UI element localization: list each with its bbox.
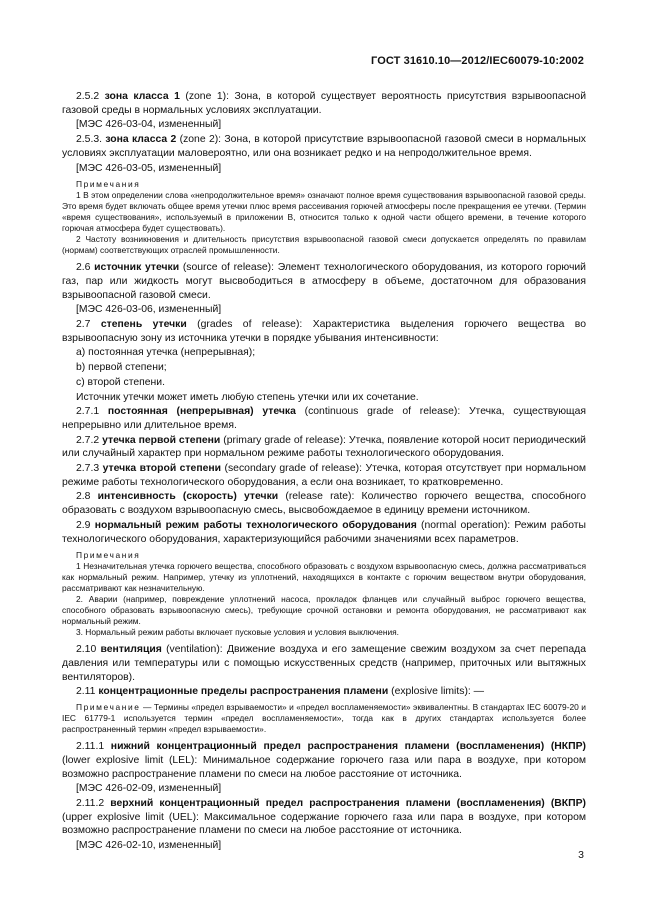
reference: [МЭС 426-03-04, измененный] <box>76 119 222 131</box>
clause-2-11-note: Примечание — Термины «предел взрываемости» и «предел воспламеняемости» эквивалентны. В стандартах IEC 60079-20 и IEC 61779-1 используется термин «предел воспламеняемости», тогда как в других стандартах используется более распространенный термин «предел взрываемости». <box>62 702 586 735</box>
term: нижний концентрационный предел распространения пламени (воспламенения) (НКПР) <box>110 741 586 753</box>
term: интенсивность (скорость) утечки <box>97 491 279 503</box>
note-label: Примечание <box>76 702 141 713</box>
clause-2-11: 2.11 концентрационные пределы распространения пламени (explosive limits): — <box>76 686 485 698</box>
clause-2-5-3: 2.5.3. зона класса 2 (zone 2): Зона, в которой присутствие взрывоопасной газовой смеси в нормальных условиях эксплуатации маловероятно, или она возникает редко и на непродолжительное время. <box>62 134 587 159</box>
term: верхний концентрационный предел распространения пламени (воспламенения) (ВКПР) <box>110 797 586 809</box>
term: зона класса 1 <box>104 91 180 102</box>
term: нормальный режим работы технологического оборудования <box>94 519 417 531</box>
term: утечка второй степени <box>102 463 222 475</box>
reference: [МЭС 426-02-09, измененный] <box>76 783 222 795</box>
standard-header: ГОСТ 31610.10—2012/IEC60079-10:2002 <box>371 55 584 67</box>
clause-2-11-1: 2.11.1 нижний концентрационный предел распространения пламени (воспламенения) (НКПР) (lower explosive limit (LEL): Минимальное содержание горючего газа или пара в воздухе, при котором возможно распространение пламени по смеси на любое расстояние от источника. <box>62 741 586 780</box>
clause-2-6: 2.6 источник утечки (source of release): Элемент технологического оборудования, из которого горючий газ, пар или жидкость могут высвободиться в атмосферу в объеме, достаточном для образования взрывоопасной газовой смеси. <box>62 262 586 301</box>
reference: [МЭС 426-02-10, измененный] <box>76 840 222 852</box>
clause-2-7-1: 2.7.1 постоянная (непрерывная) утечка (continuous grade of release): Утечка, существующая непрерывно или длительное время. <box>62 406 587 431</box>
note-item: 2. Аварии (например, повреждение уплотнений насоса, прокладок фланцев или случайный выброс горючего вещества, способного образовать взрывоопасную смесь), требующие срочной остановки и ремонта оборудования, не рассматривают как нормальный режим. <box>62 594 586 627</box>
notes-heading: Примечания <box>76 179 141 190</box>
clause-2-9: 2.9 нормальный режим работы технологического оборудования (normal operation): Режим работы технологического оборудования, характеризующийся рабочими значениями всех параметров. <box>62 519 587 545</box>
page-content <box>62 90 586 854</box>
reference: [МЭС 426-03-06, измененный] <box>76 304 222 316</box>
notes-block-1 <box>62 179 586 256</box>
term: утечка первой степени <box>102 434 221 446</box>
note-item: 2 Частоту возникновения и длительность присутствия взрывоопасной газовой смеси допускается определять по правилам (нормам) соответствующих отраслей промышленности. <box>62 234 586 256</box>
clause-2-5-2: 2.5.2 зона класса 1 (zone 1): Зона, в которой существует вероятность присутствия взрывоопасной газовой среды в нормальных условиях эксплуатации. <box>62 91 586 116</box>
note-item: 1 В этом определении слова «непродолжительное время» означают полное время существования взрывоопасной газовой среды. Это время будет включать общее время утечки плюс время рассеивания горючей атмосферы после прекращения ее утечки. (Термин «время существования», используемый в приложении В, относится только к одной части общего времени, в течение которого горючая атмосфера будет существовать). <box>62 190 586 234</box>
clause-text: Источник утечки может иметь любую степень утечки или их сочетание. <box>76 391 419 403</box>
clause-2-10: 2.10 вентиляция (ventilation): Движение воздуха и его замещение свежим воздухом за счет перепада давления или температуры или с помощью искусственных средств (например, приточных или вытяжных вентиляторов). <box>62 644 586 683</box>
clause-2-11-2: 2.11.2 верхний концентрационный предел распространения пламени (воспламенения) (ВКПР) (upper explosive limit (UEL): Максимальное содержание горючего газа или пара в воздухе, при котором возможно распространение пламени по смеси на любое расстояние от источника. <box>62 797 586 837</box>
term: постоянная (непрерывная) утечка <box>107 406 296 418</box>
reference: [МЭС 426-03-05, измененный] <box>76 162 222 174</box>
term: источник утечки <box>94 262 180 274</box>
term: вентиляция <box>100 644 162 656</box>
clause-2-7: 2.7 степень утечки (grades of release): Характеристика выделения горючего вещества во взрывоопасную зону из источника утечки в порядке убывания интенсивности: <box>62 319 586 344</box>
list-item: a) постоянная утечка (непрерывная); <box>76 347 256 359</box>
notes-heading: Примечания <box>76 550 141 561</box>
note-item: 1 Незначительная утечка горючего вещества, способного образовать с воздухом взрывоопасную смесь, должна рассматриваться как нормальный режим. Например, утечку из уплотнений, находящихся в контакте с горючим веществом внутри оборудования, рассматривают как незначительную. <box>62 561 586 594</box>
list-item: c) второй степени. <box>76 376 165 388</box>
notes-block-2 <box>62 550 586 638</box>
clause-2-8: 2.8 интенсивность (скорость) утечки (release rate): Количество горючего вещества, способного образовать с воздухом взрывоопасную смесь, высвобождаемое в единицу времени источником. <box>62 491 586 517</box>
term: концентрационные пределы распространения пламени <box>98 686 389 698</box>
term: степень утечки <box>100 319 187 331</box>
clause-2-7-3: 2.7.3 утечка второй степени (secondary grade of release): Утечка, которая отсутствует при нормальном режиме работы технологического оборудования, а если она возникает, то кратковременно. <box>62 463 586 488</box>
note-item: 3. Нормальный режим работы включает пусковые условия и условия выключения. <box>76 627 400 638</box>
list-item: b) первой степени; <box>76 362 167 374</box>
term: зона класса 2 <box>105 134 177 146</box>
page-number: 3 <box>578 849 584 861</box>
clause-2-7-2: 2.7.2 утечка первой степени (primary grade of release): Утечка, появление которой носит периодический или случайный характер при нормальном режиме работы технологического оборудования. <box>62 434 586 460</box>
